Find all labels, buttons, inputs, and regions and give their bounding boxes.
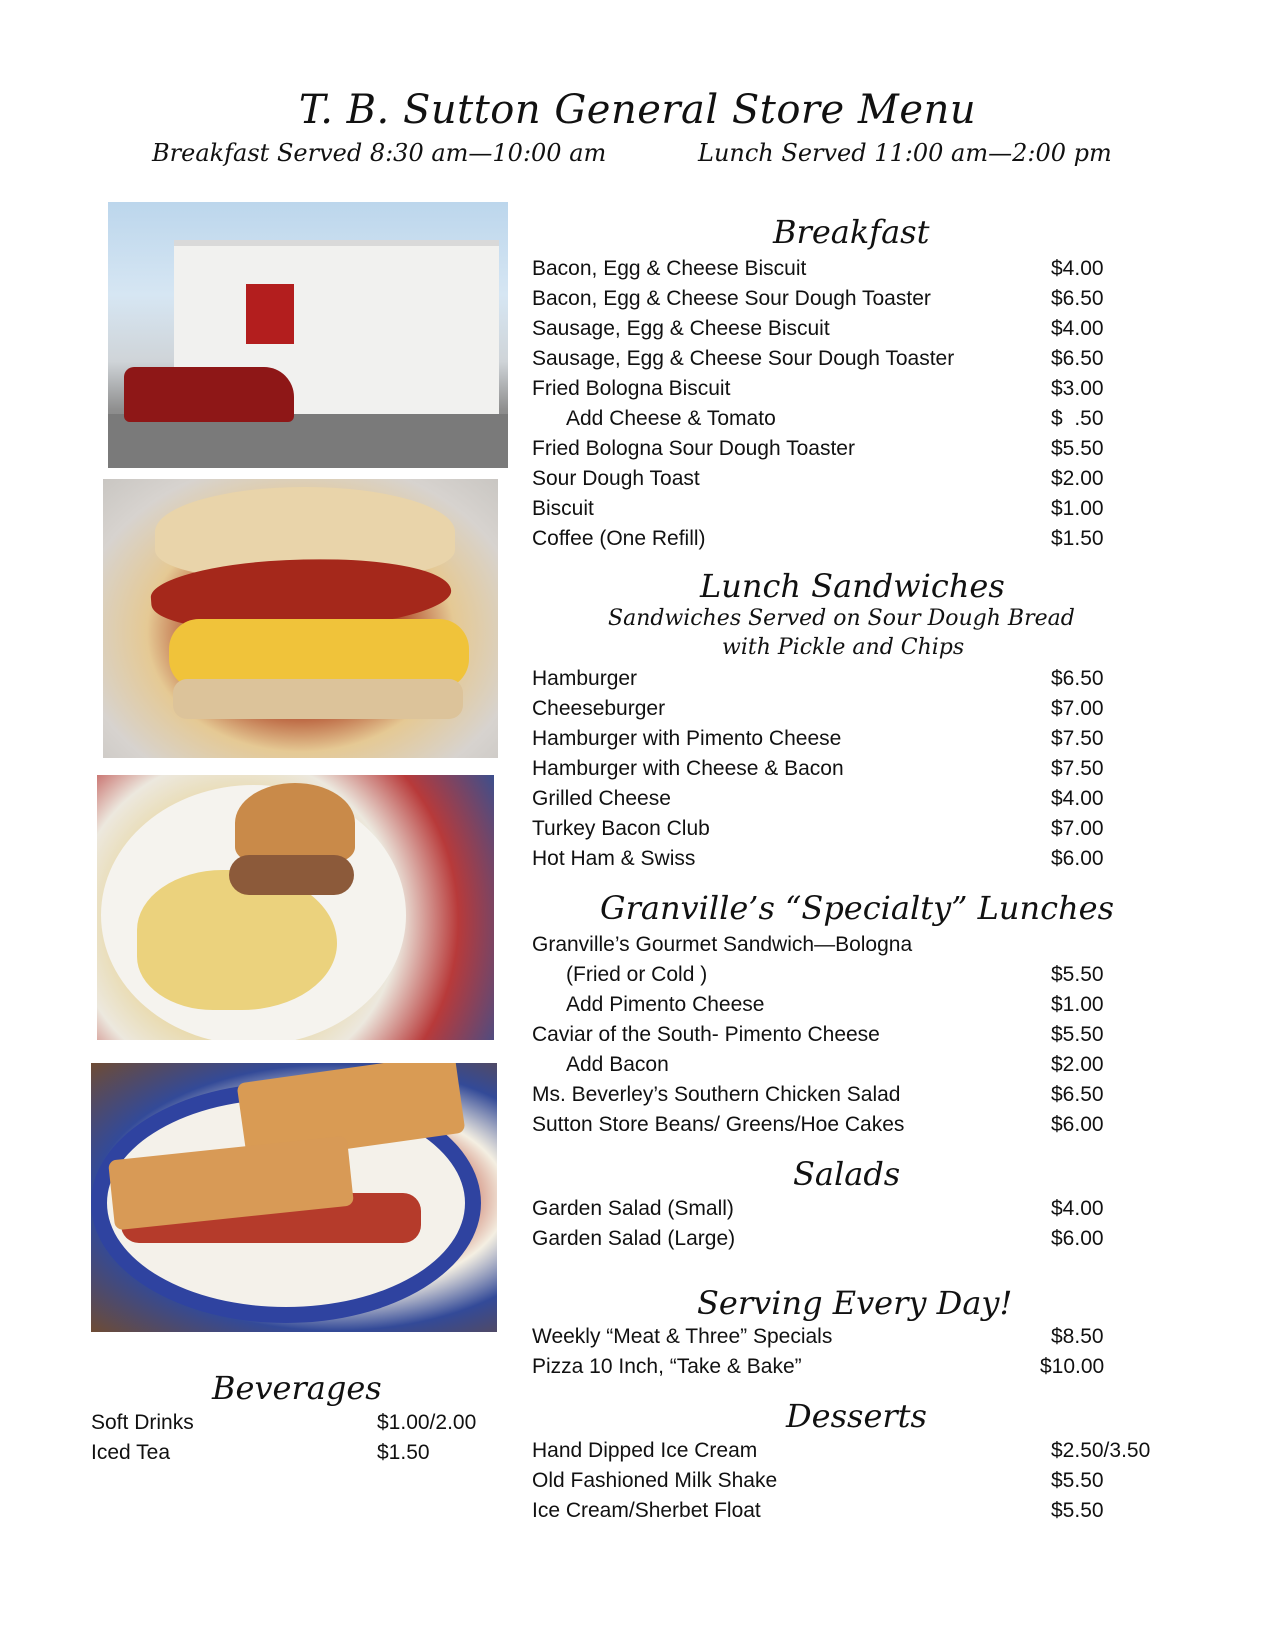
menu-price: $2.00 bbox=[1051, 1053, 1104, 1076]
menu-price: $5.50 bbox=[1051, 963, 1104, 986]
bun-shape bbox=[235, 783, 355, 863]
menu-price: $1.00/2.00 bbox=[377, 1411, 477, 1434]
menu-item: Hot Ham & Swiss bbox=[532, 847, 696, 870]
menu-price: $4.00 bbox=[1051, 787, 1104, 810]
menu-price: $ .50 bbox=[1051, 407, 1104, 430]
menu-price: $6.00 bbox=[1051, 1227, 1104, 1250]
menu-price: $7.50 bbox=[1051, 757, 1104, 780]
menu-item: Sausage, Egg & Cheese Sour Dough Toaster bbox=[532, 347, 955, 370]
menu-item: Cheeseburger bbox=[532, 697, 666, 720]
menu-item: Hamburger with Cheese & Bacon bbox=[532, 757, 844, 780]
store-photo bbox=[108, 202, 508, 468]
toast-sandwich-photo bbox=[91, 1063, 497, 1332]
lunch-subheading-line2: with Pickle and Chips bbox=[722, 635, 965, 660]
menu-price: $5.50 bbox=[1051, 1023, 1104, 1046]
menu-price: $6.00 bbox=[1051, 847, 1104, 870]
menu-price: $5.50 bbox=[1051, 437, 1104, 460]
menu-item: Granville’s Gourmet Sandwich—Bologna bbox=[532, 933, 913, 956]
menu-item: Old Fashioned Milk Shake bbox=[532, 1469, 778, 1492]
menu-price: $2.50/3.50 bbox=[1051, 1439, 1151, 1462]
page-title: T. B. Sutton General Store Menu bbox=[298, 87, 977, 133]
menu-price: $10.00 bbox=[1040, 1355, 1105, 1378]
menu-item: Garden Salad (Small) bbox=[532, 1197, 734, 1220]
menu-item: Sour Dough Toast bbox=[532, 467, 700, 490]
menu-item: Sutton Store Beans/ Greens/Hoe Cakes bbox=[532, 1113, 905, 1136]
menu-item: Garden Salad (Large) bbox=[532, 1227, 736, 1250]
patty-shape bbox=[229, 855, 354, 895]
lunch-hours: Lunch Served 11:00 am—2:00 pm bbox=[698, 139, 1112, 167]
menu-price: $6.50 bbox=[1051, 287, 1104, 310]
menu-item: Pizza 10 Inch, “Take & Bake” bbox=[532, 1355, 802, 1378]
menu-item: Hand Dipped Ice Cream bbox=[532, 1439, 758, 1462]
menu-item: Coffee (One Refill) bbox=[532, 527, 706, 550]
menu-price: $4.00 bbox=[1051, 317, 1104, 340]
menu-price: $7.00 bbox=[1051, 697, 1104, 720]
menu-item: Add Cheese & Tomato bbox=[566, 407, 776, 430]
menu-item: Grilled Cheese bbox=[532, 787, 671, 810]
menu-price: $6.50 bbox=[1051, 1083, 1104, 1106]
lunch-sandwiches-heading: Lunch Sandwiches bbox=[700, 567, 1005, 605]
menu-item: Hamburger with Pimento Cheese bbox=[532, 727, 842, 750]
biscuit-bottom-shape bbox=[173, 679, 463, 719]
lunch-subheading-line1: Sandwiches Served on Sour Dough Bread bbox=[608, 606, 1075, 631]
menu-price: $1.00 bbox=[1051, 497, 1104, 520]
menu-price: $1.50 bbox=[1051, 527, 1104, 550]
breakfast-hours: Breakfast Served 8:30 am—10:00 am bbox=[152, 139, 607, 167]
menu-price: $8.50 bbox=[1051, 1325, 1104, 1348]
menu-item: Caviar of the South- Pimento Cheese bbox=[532, 1023, 880, 1046]
menu-item: Soft Drinks bbox=[91, 1411, 194, 1434]
menu-item: (Fried or Cold ) bbox=[566, 963, 708, 986]
menu-price: $6.00 bbox=[1051, 1113, 1104, 1136]
menu-item: Bacon, Egg & Cheese Biscuit bbox=[532, 257, 807, 280]
menu-item: Sausage, Egg & Cheese Biscuit bbox=[532, 317, 830, 340]
menu-price: $1.00 bbox=[1051, 993, 1104, 1016]
specialty-heading: Granville’s “Specialty” Lunches bbox=[600, 889, 1115, 927]
menu-price: $4.00 bbox=[1051, 1197, 1104, 1220]
menu-item: Weekly “Meat & Three” Specials bbox=[532, 1325, 833, 1348]
burger-chips-photo bbox=[97, 775, 494, 1040]
desserts-heading: Desserts bbox=[786, 1397, 927, 1435]
menu-item: Ice Cream/Sherbet Float bbox=[532, 1499, 761, 1522]
menu-price: $3.00 bbox=[1051, 377, 1104, 400]
beverages-heading: Beverages bbox=[212, 1369, 382, 1407]
menu-item: Iced Tea bbox=[91, 1441, 171, 1464]
menu-price: $7.50 bbox=[1051, 727, 1104, 750]
menu-item: Turkey Bacon Club bbox=[532, 817, 710, 840]
everyday-heading: Serving Every Day! bbox=[697, 1284, 1013, 1322]
menu-item: Hamburger bbox=[532, 667, 638, 690]
menu-item: Biscuit bbox=[532, 497, 594, 520]
red-truck-shape bbox=[124, 367, 294, 422]
menu-item: Bacon, Egg & Cheese Sour Dough Toaster bbox=[532, 287, 931, 310]
breakfast-heading: Breakfast bbox=[773, 213, 930, 251]
menu-item: Fried Bologna Biscuit bbox=[532, 377, 731, 400]
menu-item: Add Bacon bbox=[566, 1053, 669, 1076]
menu-price: $6.50 bbox=[1051, 667, 1104, 690]
menu-price: $7.00 bbox=[1051, 817, 1104, 840]
menu-price: $1.50 bbox=[377, 1441, 430, 1464]
menu-price: $6.50 bbox=[1051, 347, 1104, 370]
menu-price: $5.50 bbox=[1051, 1499, 1104, 1522]
salads-heading: Salads bbox=[793, 1155, 901, 1193]
menu-item: Fried Bologna Sour Dough Toaster bbox=[532, 437, 855, 460]
menu-price: $5.50 bbox=[1051, 1469, 1104, 1492]
menu-item: Ms. Beverley’s Southern Chicken Salad bbox=[532, 1083, 901, 1106]
store-sign-shape bbox=[246, 284, 294, 344]
biscuit-sandwich-photo bbox=[103, 479, 498, 758]
menu-price: $4.00 bbox=[1051, 257, 1104, 280]
road-shape bbox=[108, 414, 508, 468]
menu-price: $2.00 bbox=[1051, 467, 1104, 490]
menu-item: Add Pimento Cheese bbox=[566, 993, 765, 1016]
